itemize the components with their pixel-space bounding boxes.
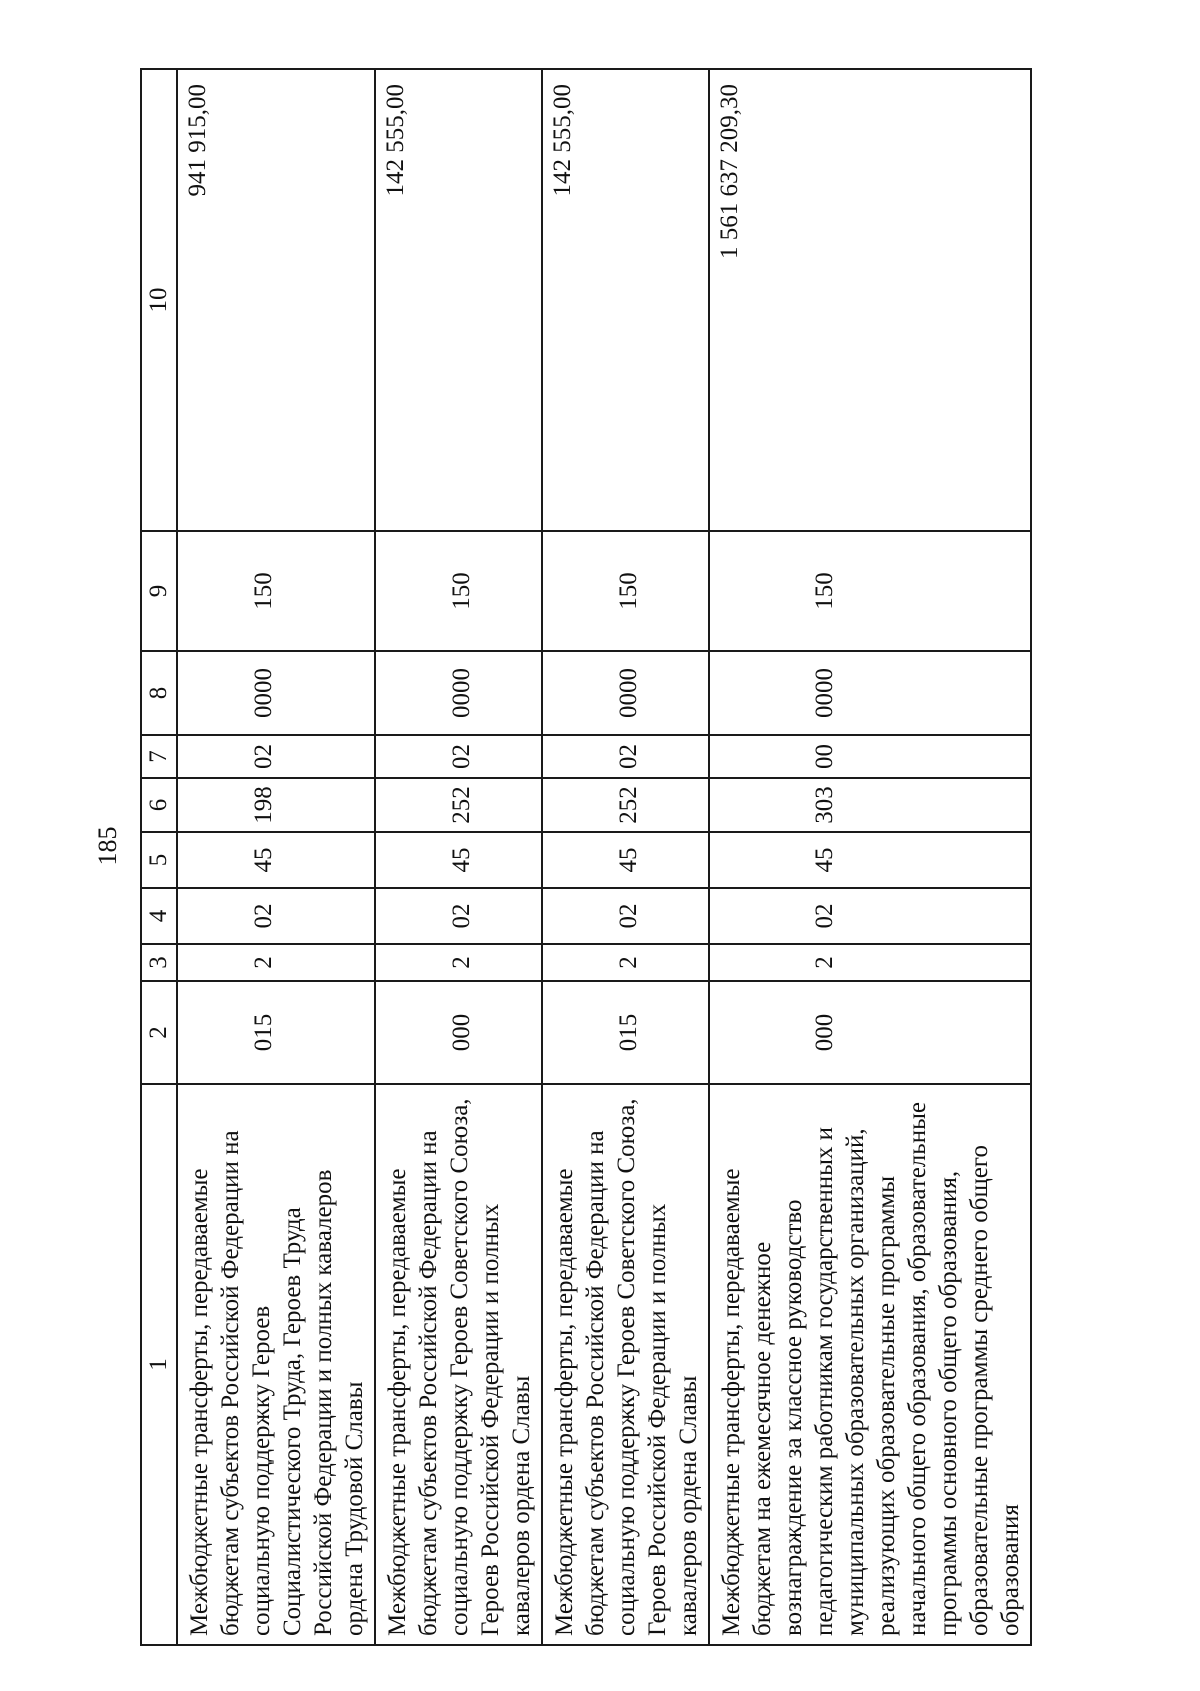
column-header: 6 [141,778,177,832]
column-header: 7 [141,735,177,778]
code-cell: 02 [542,735,709,778]
code-cell: 2 [375,944,542,981]
header-row [141,69,177,1645]
code-cell: 02 [177,888,375,944]
code-cell: 02 [542,888,709,944]
code-cell: 45 [375,832,542,888]
code-cell: 252 [542,778,709,832]
code-cell: 2 [709,944,1031,981]
code-cell: 150 [375,531,542,651]
code-cell: 45 [542,832,709,888]
code-cell: 150 [709,531,1031,651]
code-cell: 45 [177,832,375,888]
column-header: 3 [141,944,177,981]
code-cell: 0000 [709,651,1031,735]
column-header: 9 [141,531,177,651]
code-cell: 02 [177,735,375,778]
code-cell: 198 [177,778,375,832]
column-header: 8 [141,651,177,735]
table-row [177,69,375,1645]
table-row [375,69,542,1645]
code-cell: 2 [542,944,709,981]
row-description: Межбюджетные трансферты, передаваемые бюджетам субъектов Российской Федерации на социальную поддержку Героев Советского Союза, Героев Российской Федерации и полных кавалеров ордена Славы [375,1084,542,1645]
budget-table [140,68,1032,1646]
table-row [542,69,709,1645]
amount-cell: 142 555,00 [375,69,542,531]
row-description: Межбюджетные трансферты, передаваемые бюджетам субъектов Российской Федерации на социальную поддержку Героев Советского Союза, Героев Российской Федерации и полных кавалеров ордена Славы [542,1084,709,1645]
code-cell: 45 [709,832,1031,888]
code-cell: 015 [177,981,375,1084]
code-cell: 0000 [375,651,542,735]
code-cell: 00 [709,735,1031,778]
code-cell: 02 [375,888,542,944]
row-description: Межбюджетные трансферты, передаваемые бюджетам субъектов Российской Федерации на социальную поддержку Героев Социалистического Труда, Героев Труда Российской Федерации и полных кавалеров ордена Трудовой Славы [177,1084,375,1645]
code-cell: 150 [542,531,709,651]
code-cell: 0000 [542,651,709,735]
amount-cell: 1 561 637 209,30 [709,69,1031,531]
amount-cell: 941 915,00 [177,69,375,531]
code-cell: 303 [709,778,1031,832]
code-cell: 000 [709,981,1031,1084]
rotated-table-container [140,70,1024,1646]
code-cell: 2 [177,944,375,981]
page-number: 185 [93,826,122,866]
code-cell: 015 [542,981,709,1084]
code-cell: 02 [375,735,542,778]
column-header: 4 [141,888,177,944]
column-header: 10 [141,69,177,531]
column-header: 5 [141,832,177,888]
code-cell: 0000 [177,651,375,735]
code-cell: 252 [375,778,542,832]
amount-cell: 142 555,00 [542,69,709,531]
table-row [709,69,1031,1645]
row-description: Межбюджетные трансферты, передаваемые бюджетам на ежемесячное денежное вознаграждение за классное руководство педагогическим работникам государственных и муниципальных образовательных организаций, реализующих образовательные программы начального общего образования, образовательные программы основного общего образования, образовательные программы среднего общего образования [709,1084,1031,1645]
column-header: 2 [141,981,177,1084]
column-header: 1 [141,1084,177,1645]
code-cell: 000 [375,981,542,1084]
code-cell: 150 [177,531,375,651]
code-cell: 02 [709,888,1031,944]
